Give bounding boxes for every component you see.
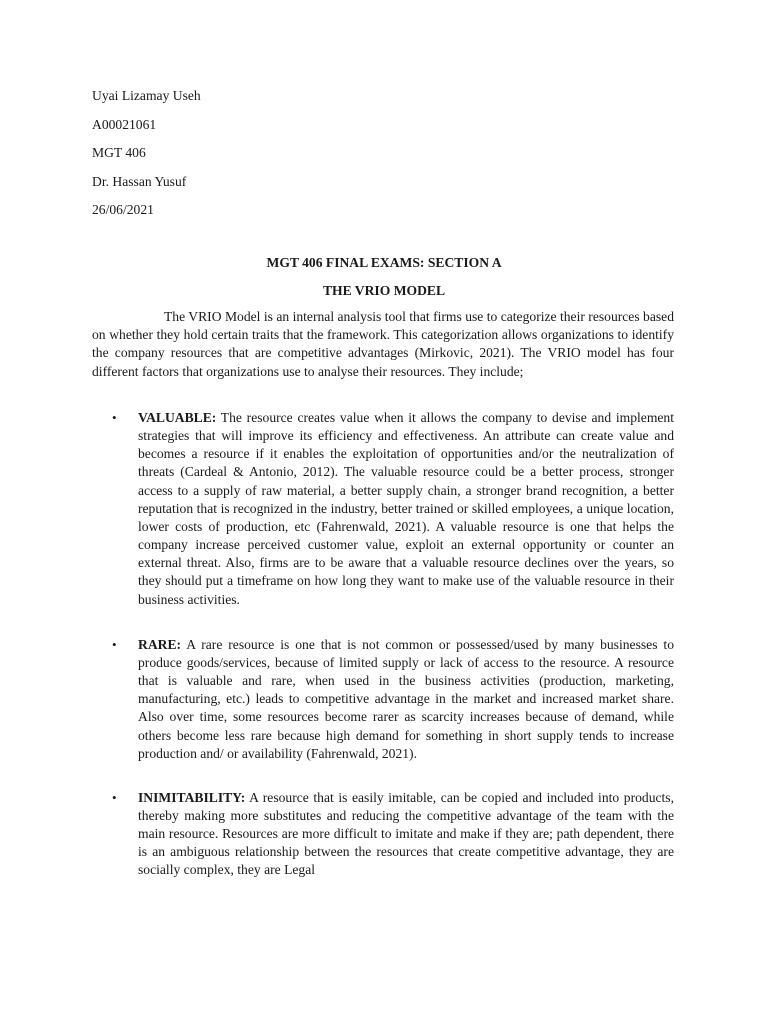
bullet-icon: • [112,789,117,805]
topic-title: THE VRIO MODEL [322,283,446,298]
factor-term: VALUABLE: [138,410,217,425]
exam-title: MGT 406 FINAL EXAMS: SECTION A [266,255,502,270]
student-id: A00021061 [92,116,157,132]
vrio-factor-list [112,409,674,880]
course-code: MGT 406 [92,145,146,161]
list-item [112,789,674,880]
student-name: Uyai Lizamay Useh [92,88,201,103]
lecturer-name: Dr. Hassan Yusuf [92,173,187,189]
factor-term: INIMITABILITY: [138,789,246,805]
list-item [112,409,674,609]
factor-description: A resource that is easily imitable, can be copied and included into products, thereby making more substitutes and reducing the competitive advantage of the team with the main resource. Resources are more difficult to imitate and make if they are; path dependent, there is an ambiguous relationship between the resources that create competitive advantage, they are socially complex, they are Legal [138,789,674,878]
bullet-icon: • [112,410,117,425]
intro-paragraph: The VRIO Model is an internal analysis tool that firms use to categorize their resources based on whether they hold certain traits that the framework. This categorization allows organizations to identify the company resources that are competitive advantages (Mirkovic, 2021). The VRIO model has four different factors that organizations use to analyse their resources. They include; [92,309,674,379]
factor-description: The resource creates value when it allows the company to devise and implement strategies that will improve its efficiency and effectiveness. An attribute can create value and becomes a resource if it enables the exploitation of opportunities and/or the neutralization of threats (Cardeal & Antonio, 2012). The valuable resource could be a better process, stronger access to a supply of raw material, a better supply chain, a stronger brand recognition, a better reputation that is recognized in the industry, better trained or skilled employees, a unique location, lower costs of production, etc (Fahrenwald, 2021). A valuable resource is one that helps the company increase perceived customer value, exploit an external opportunity or counter an external threat. Also, firms are to be aware that a valuable resource declines over the years, so they should put a timeframe on how long they want to make use of the valuable resource in their business activities. [138,410,674,607]
bullet-icon: • [112,636,117,652]
submission-date: 26/06/2021 [92,202,154,218]
factor-description: A rare resource is one that is not common or possessed/used by many businesses to produce goods/services, because of limited supply or lack of access to the resource. A resource that is valuable and rare, when used in the business activities (production, marketing, manufacturing, etc.) leads to competitive advantage in the market and increased market share. Also over time, some resources become rarer as scarcity increases because of demand, while others become less rare because high demand for something in short supply tends to increase production and/ or availability (Fahrenwald, 2021). [138,636,674,761]
student-header [92,87,201,230]
list-item [112,636,674,763]
factor-term: RARE: [138,636,182,652]
